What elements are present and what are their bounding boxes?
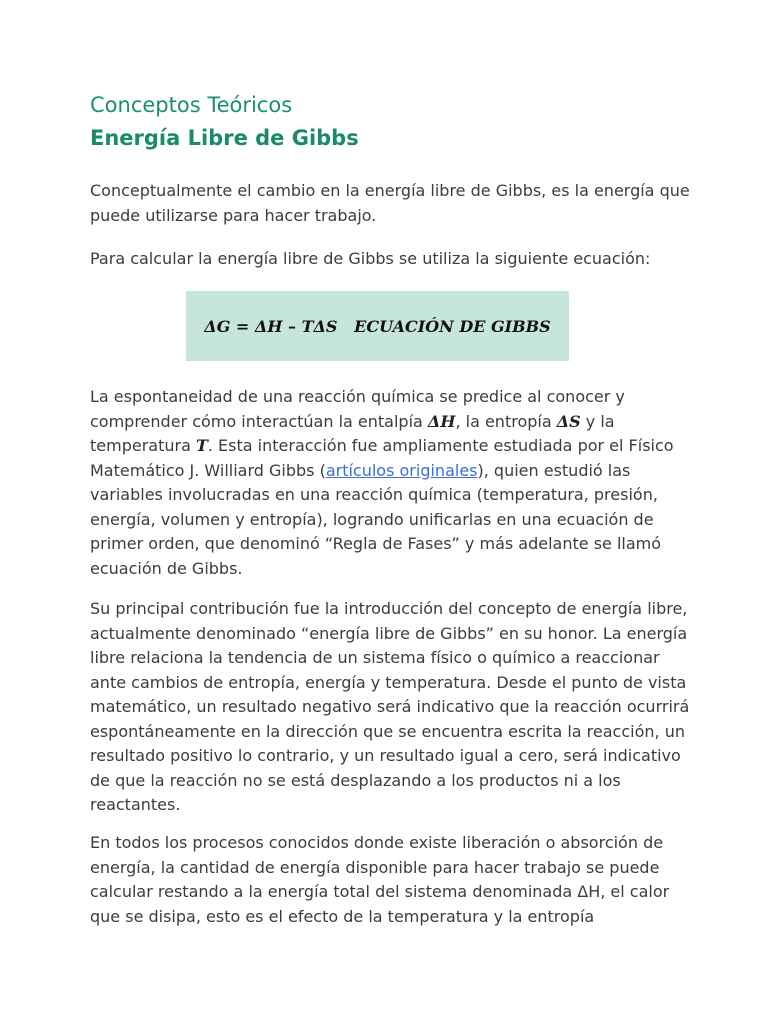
temperature-symbol: T [195, 436, 208, 455]
paragraph-text: ), quien estudió las variables involucradas en una reacción química (temperatura, presión, energía, volumen y entropía), logrando unificarlas en una ecuación de primer orden, que denominó “Regla de Fases” y más adelante se llamó ecuación de Gibbs. [90, 460, 662, 578]
equation-name: ECUACIÓN DE GIBBS [354, 316, 551, 336]
enthalpy-symbol: ΔH [427, 411, 456, 431]
paragraph-text: La espontaneidad de una reacción química se predice al conocer y comprender cómo interactúan la entalpía [90, 387, 625, 431]
page-title: Energía Libre de Gibbs [90, 126, 359, 150]
equation-formula: ΔG = ΔH – TΔS [204, 316, 338, 336]
intro-paragraph: Conceptualmente el cambio en la energía libre de Gibbs, es la energía que puede utilizarse para hacer trabajo. [90, 181, 690, 225]
paragraph-text: , la entropía [455, 411, 557, 431]
equation-line [204, 317, 550, 336]
contribution-paragraph: Su principal contribución fue la introducción del concepto de energía libre, actualmente denominado “energía libre de Gibbs” en su honor. La energía libre relaciona la tendencia de un sistema físico o químico a reaccionar ante cambios de entropía, energía y temperatura. Desde el punto de vista matemático, un resultado negativo será indicativo que la reacción ocurrirá espontáneamente en la dirección que se encuentra escrita la reacción, un resultado positivo lo contrario, y un resultado igual a cero, será indicativo de que la reacción no se está desplazando a los productos ni a los reactantes. [90, 599, 690, 814]
entropy-symbol: ΔS [556, 411, 581, 431]
paragraph-text: y la temperatura [90, 411, 615, 455]
section-subtitle: Conceptos Teóricos [90, 93, 293, 117]
paragraph-text: . Esta interacción fue ampliamente estudiada por el Físico Matemático J. Williard Gibbs ( [90, 436, 674, 480]
gibbs-equation-box [186, 291, 569, 361]
original-articles-link[interactable]: artículos originales [325, 460, 478, 480]
spontaneity-paragraph [90, 385, 690, 581]
equation-lead-paragraph: Para calcular la energía libre de Gibbs se utiliza la siguiente ecuación: [90, 249, 651, 268]
energy-processes-paragraph: En todos los procesos conocidos donde existe liberación o absorción de energía, la cantidad de energía disponible para hacer trabajo se puede calcular restando a la energía total del sistema denominada ΔH, el calor que se disipa, esto es el efecto de la temperatura y la entropía [90, 833, 670, 926]
